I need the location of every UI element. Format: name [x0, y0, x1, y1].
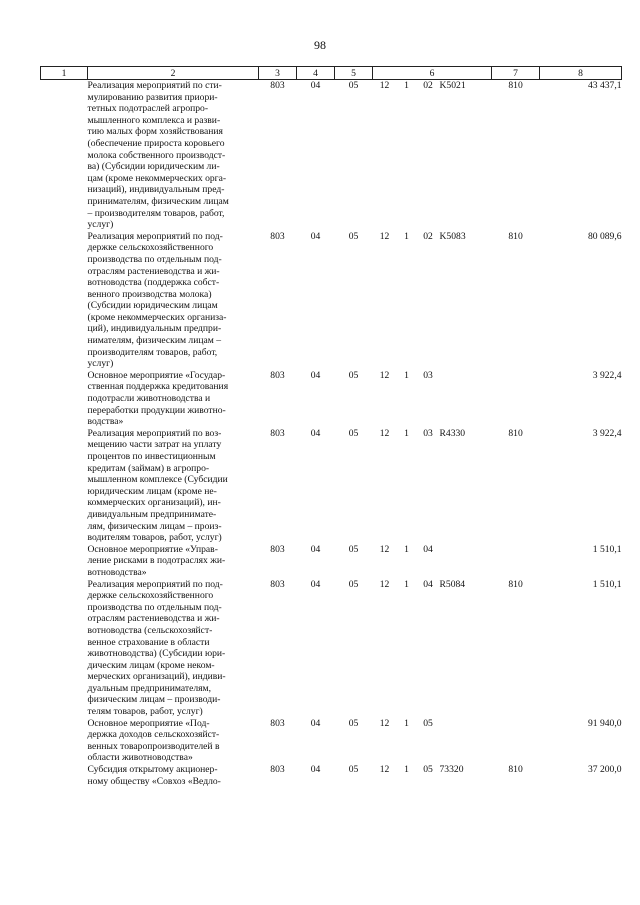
program-code-cell: 12	[379, 427, 390, 439]
program-code-cell: 12	[379, 578, 390, 590]
ministry-code-cell: 803	[270, 230, 285, 242]
subsection-code-cell: 05	[348, 427, 359, 439]
event-code-cell: 02	[423, 80, 433, 91]
direction-code-cell: K5021	[439, 80, 466, 91]
event-code-cell: 04	[423, 543, 433, 555]
item-name-cell: Реализация мероприятий по воз- мещению части затрат на уплату процентов по инвестиционным кредитам (займам) в агропро- мышленном комплексе (Субсидии юридическим лицам (кроме не- коммерческих организаций), ин- дивидуальным предпринимате- лям, физическим лицам – произ- водителям товаров, работ, услуг)	[87, 427, 228, 544]
table-row	[41, 370, 622, 428]
expense-type-cell	[492, 718, 540, 764]
subsection-code-cell: 05	[348, 717, 359, 729]
subsection-code-cell: 05	[348, 369, 359, 381]
direction-code-cell: K5083	[439, 230, 466, 242]
program-code-cell: 12	[379, 230, 390, 242]
column-header: 5	[335, 67, 373, 80]
amount-cell: 80 089,6	[587, 230, 622, 242]
program-code-cell: 12	[379, 764, 390, 776]
amount-cell: 91 940,0	[587, 717, 622, 729]
page-number: 98	[314, 38, 326, 52]
row-number-cell	[41, 544, 88, 579]
budget-table	[40, 66, 622, 787]
row-number-cell	[41, 370, 88, 428]
direction-code-cell: R4330	[439, 427, 466, 439]
section-code-cell: 04	[310, 427, 321, 439]
event-code-cell: 05	[423, 764, 433, 776]
item-name-cell: Основное мероприятие «Государ- ственная поддержка кредитования подотрасли животноводства и переработки продукции животно- водства»	[87, 369, 229, 428]
expense-type-cell: 810	[508, 764, 523, 776]
section-code-cell: 04	[310, 717, 321, 729]
subprogram-code-cell: 1	[404, 543, 409, 555]
program-code-cell: 12	[379, 369, 390, 381]
subprogram-code-cell: 1	[404, 427, 409, 439]
column-header: 3	[259, 67, 297, 80]
table-row	[41, 544, 622, 579]
item-name-cell: Реализация мероприятий по под- держке сельскохозяйственного производства по отдельным под- отраслям растениеводства и жи- вотноводства (сельскохозяйст- венное страхование в области животноводства) (Субсидии юри- дическим лицам (кроме неком- мерческих организаций), индиви- дуальным предпринимателям, физическим лицам – производи- телям товаров, работ, услуг)	[87, 578, 226, 718]
ministry-code-cell: 803	[270, 543, 285, 555]
row-number-cell	[41, 579, 88, 718]
item-name-cell: Реализация мероприятий по сти- мулированию развития приори- тетных подотраслей агропро- мышленного комплекса и разви- тию малых форм хозяйствования (обеспечение прироста коровьего молока собственного производст- ва) (Субсидии юридическим ли- цам (кроме некоммерческих орга- низаций), индивидуальным пред- принимателям, физическим лицам – производителям товаров, работ, услуг)	[87, 80, 229, 231]
table-row	[41, 428, 622, 544]
subsection-code-cell: 05	[348, 230, 359, 242]
column-header: 7	[492, 67, 540, 80]
row-number-cell	[41, 428, 88, 544]
table-header-row	[41, 67, 622, 80]
ministry-code-cell: 803	[270, 717, 285, 729]
event-code-cell: 03	[423, 427, 433, 439]
amount-cell: 1 510,1	[592, 578, 622, 590]
item-name-cell: Основное мероприятие «Под- держка доходов сельскохозяйст- венных товаропроизводителей в области животноводства»	[87, 717, 220, 764]
ministry-code-cell: 803	[270, 427, 285, 439]
program-code-cell: 12	[379, 717, 390, 729]
section-code-cell: 04	[310, 80, 321, 91]
ministry-code-cell: 803	[270, 80, 285, 91]
ministry-code-cell: 803	[270, 578, 285, 590]
ministry-code-cell: 803	[270, 369, 285, 381]
event-code-cell: 02	[423, 230, 433, 242]
table-row	[41, 231, 622, 370]
amount-cell: 37 200,0	[587, 764, 622, 776]
column-header: 1	[41, 67, 88, 80]
subprogram-code-cell: 1	[404, 764, 409, 776]
program-code-cell: 12	[379, 80, 390, 91]
subprogram-code-cell: 1	[404, 578, 409, 590]
expense-type-cell: 810	[508, 578, 523, 590]
event-code-cell: 03	[423, 369, 433, 381]
subprogram-code-cell: 1	[404, 230, 409, 242]
subprogram-code-cell: 1	[404, 717, 409, 729]
expense-type-cell	[492, 370, 540, 428]
row-number-cell	[41, 231, 88, 370]
column-header: 4	[297, 67, 335, 80]
section-code-cell: 04	[310, 543, 321, 555]
column-header: 2	[88, 67, 259, 80]
subprogram-code-cell: 1	[404, 369, 409, 381]
column-header: 8	[540, 67, 622, 80]
subsection-code-cell: 05	[348, 578, 359, 590]
subprogram-code-cell: 1	[404, 80, 409, 91]
expense-type-cell: 810	[508, 80, 523, 91]
row-number-cell	[41, 764, 88, 787]
table-body	[41, 80, 622, 788]
amount-cell: 43 437,1	[587, 80, 622, 91]
item-name-cell: Основное мероприятие «Управ- ление рисками в подотраслях жи- вотноводства»	[87, 543, 226, 578]
expense-type-cell	[492, 544, 540, 579]
amount-cell: 1 510,1	[592, 543, 622, 555]
subsection-code-cell: 05	[348, 543, 359, 555]
amount-cell: 3 922,4	[592, 427, 622, 439]
section-code-cell: 04	[310, 578, 321, 590]
item-name-cell: Реализация мероприятий по под- держке сельскохозяйственного производства по отдельным под- отраслям растениеводства и жи- вотноводства (поддержка собст- венного производства молока) (Субсидии юридическим лицам (кроме некоммерческих организа- ций), индивидуальным предпри- нимателям, физическим лицам – производителям товаров, работ, услуг)	[87, 230, 227, 370]
section-code-cell: 04	[310, 764, 321, 776]
item-name-cell: Субсидия открытому акционер- ному обществу «Совхоз «Ведло-	[87, 764, 221, 787]
event-code-cell: 04	[423, 578, 433, 590]
table-row	[41, 579, 622, 718]
table-row	[41, 718, 622, 764]
event-code-cell: 05	[423, 717, 433, 729]
amount-cell: 3 922,4	[592, 369, 622, 381]
subsection-code-cell: 05	[348, 764, 359, 776]
ministry-code-cell: 803	[270, 764, 285, 776]
row-number-cell	[41, 718, 88, 764]
direction-code-cell	[440, 544, 492, 579]
expense-type-cell: 810	[508, 427, 523, 439]
direction-code-cell	[440, 370, 492, 428]
expense-type-cell: 810	[508, 230, 523, 242]
column-header: 6	[373, 67, 492, 80]
subsection-code-cell: 05	[348, 80, 359, 91]
program-code-cell: 12	[379, 543, 390, 555]
direction-code-cell: 73320	[439, 764, 464, 776]
direction-code-cell: R5084	[439, 578, 466, 590]
direction-code-cell	[440, 718, 492, 764]
section-code-cell: 04	[310, 369, 321, 381]
row-number-cell	[41, 80, 88, 231]
table-row	[41, 764, 622, 787]
section-code-cell: 04	[310, 230, 321, 242]
table-row	[41, 80, 622, 231]
